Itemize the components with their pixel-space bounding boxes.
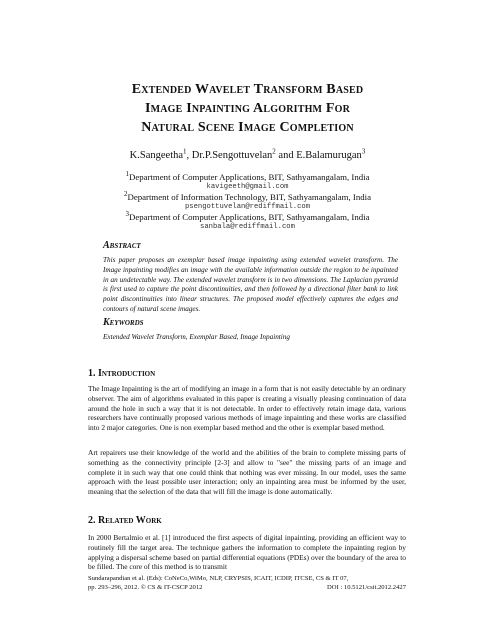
related-work-paragraph: In 2000 Bertalmio et al. [1] introduced the first aspects of digital inpainting, providing an efficient way to routinely fill the target area. The technique gathers the information to complete the inpainting region by applying a dispersal scheme based on partial differential equations (PDEs) over the boundary of the area to be filled. The core of this method is to transmit xyxy=(88,533,406,572)
author-superscript: 3 xyxy=(361,147,366,156)
affiliations xyxy=(20,172,475,232)
footer-pages: pp. 293–296, 2012. © CS & IT-CSCP 2012 xyxy=(88,584,203,591)
paper-title xyxy=(30,80,465,137)
affiliation-superscript: 1 xyxy=(125,170,129,179)
title-line: Extended Wavelet Transform Based xyxy=(131,82,364,97)
affiliation-superscript: 3 xyxy=(125,210,129,219)
keywords-text: Extended Wavelet Transform, Exemplar Based, Image Inpainting xyxy=(103,333,290,341)
affiliation-email[interactable]: kavigeeth@gmail.com xyxy=(206,183,289,191)
title-line: Image Inpainting Algorithm For xyxy=(144,101,351,116)
author-superscript: 1 xyxy=(183,147,187,156)
author-separator: and xyxy=(275,150,297,161)
affiliation-dept: Department of Computer Applications, BIT, Sathyamangalam, India xyxy=(129,212,370,222)
affiliation-superscript: 2 xyxy=(123,190,128,199)
affiliation-email[interactable]: sanbala@rediffmail.com xyxy=(200,223,295,231)
title-line: Natural Scene Image Completion xyxy=(141,120,354,135)
footer-citation: Sundarapandian et al. (Eds): CoNeCo,WiMo, NLP, CRYPSIS, ICAIT, ICDIP, ITCSE, CS & IT 07, xyxy=(88,575,349,582)
footer-doi[interactable]: DOI : 10.5121/csit.2012.2427 xyxy=(327,584,406,591)
author-list xyxy=(20,147,475,161)
author-superscript: 2 xyxy=(272,147,276,156)
intro-paragraph: The Image Inpainting is the art of modifying an image in a form that is not easily detectable by an ordinary observer. The aim of algorithms evaluated in this paper is creating a visually pleasing continuation of data around the hole in such a way that it is not detectable. In order to effectively retain image data, various researchers have continually proposed various methods of image inpainting and these works are classified into 2 major categories. One is non exemplar based method and the other is exemplar based method. xyxy=(88,384,406,433)
abstract-text: This paper proposes an exemplar based image inpainting using extended wavelet transform. The Image inpainting modifies an image with the available information outside the region to be inpainted in an undetectable way. The extended wavelet transform is in two dimensions. The Laplacian pyramid is first used to capture the point discontinuities, and then followed by a directional filter bank to link point discontinuities into linear structures. The proposed model effectively captures the edges and contours of natural scene images. xyxy=(103,256,398,313)
author-name: E.Balamurugan xyxy=(296,150,362,161)
affiliation-email[interactable]: psengottuvelan@rediffmail.com xyxy=(184,203,311,211)
affiliation xyxy=(20,172,475,182)
affiliation-dept: Department of Computer Applications, BIT, Sathyamangalam, India xyxy=(129,172,370,182)
affiliation xyxy=(20,212,475,222)
author-separator: , xyxy=(186,150,192,161)
page-footer xyxy=(88,574,406,592)
author-name: Dr.P.Sengottuvelan xyxy=(191,150,273,161)
abstract-heading: Abstract xyxy=(103,240,141,251)
section-heading-related-work: 2. Related Work xyxy=(88,515,162,526)
intro-paragraph: Art repairers use their knowledge of the world and the abilities of the brain to complete missing parts of something as the connectivity principle [2-3] and allow to "see" the missing parts of an image and complete it in such way that one could think that nothing was ever missing. In our model, uses the same approach with the least possible user interaction; only an inpainting area must be informed by the user, meaning that the selection of the data that will fill the image is done automatically. xyxy=(88,448,406,497)
author-name: K.Sangeetha xyxy=(129,150,184,161)
section-heading-introduction: 1. Introduction xyxy=(88,368,156,379)
affiliation xyxy=(20,192,475,202)
keywords-heading: Keywords xyxy=(103,317,144,328)
affiliation-dept: Department of Information Technology, BIT, Sathyamangalam, India xyxy=(127,192,371,202)
